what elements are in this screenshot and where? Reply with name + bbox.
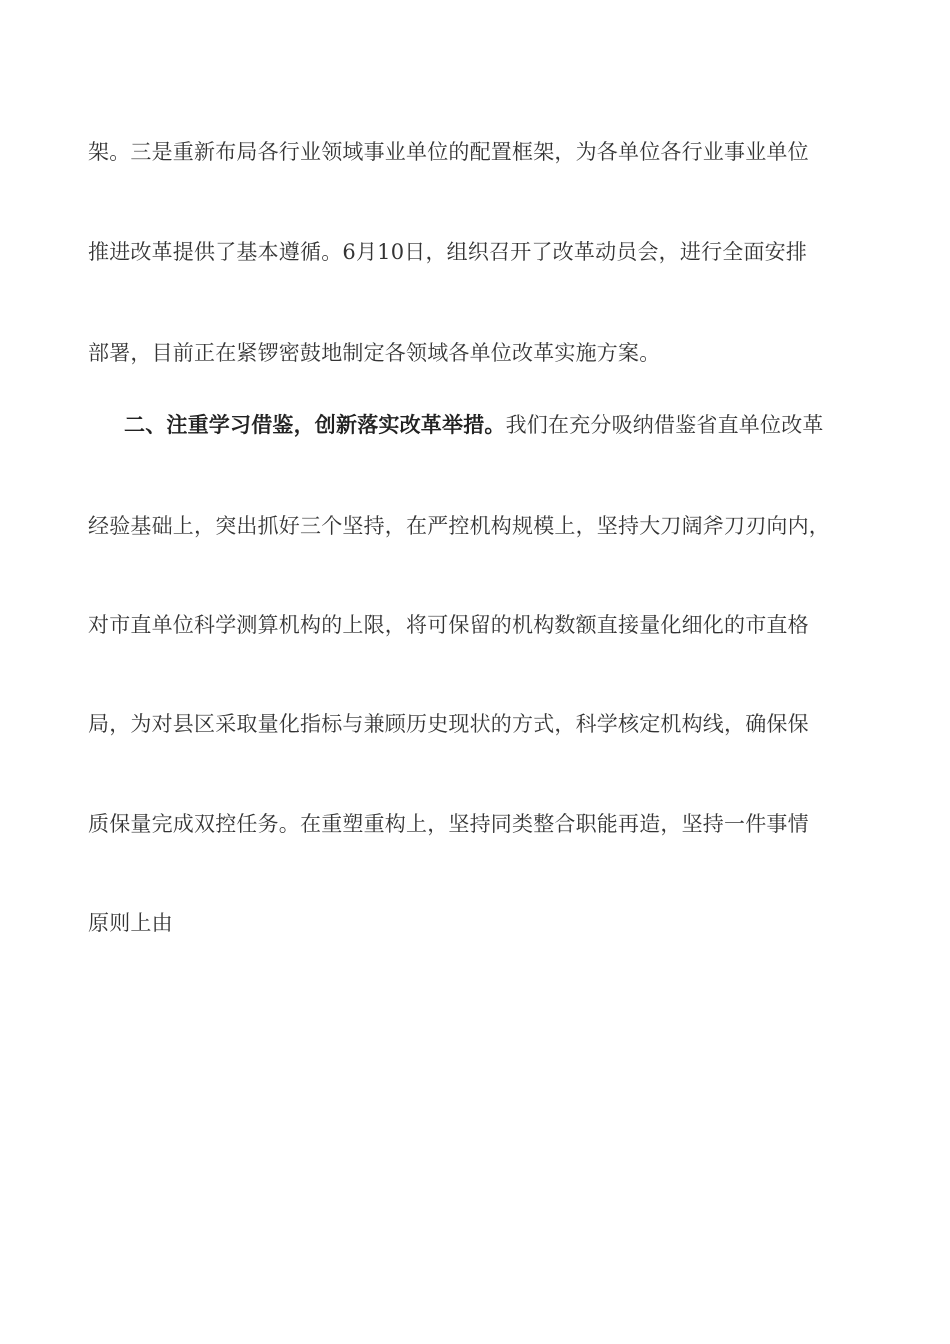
paragraph-line: 架。三是重新布局各行业领域事业单位的配置框架，为各单位各行业事业单位 bbox=[88, 140, 809, 164]
section-heading: 二、注重学习借鉴，创新落实改革举措。 bbox=[124, 412, 506, 437]
paragraph-line: 对市直单位科学测算机构的上限，将可保留的机构数额直接量化细化的市直格 bbox=[88, 613, 809, 637]
paragraph-line: 经验基础上，突出抓好三个坚持，在严控机构规模上，坚持大刀阔斧刀刃向内， bbox=[88, 514, 830, 538]
section-heading-line bbox=[124, 410, 824, 440]
paragraph-line: 质保量完成双控任务。在重塑重构上，坚持同类整合职能再造，坚持一件事情 bbox=[88, 812, 809, 836]
section-heading-continuation: 我们在充分吸纳借鉴省直单位改革 bbox=[505, 413, 824, 437]
paragraph-line: 原则上由 bbox=[88, 911, 173, 935]
paragraph-line: 局，为对县区采取量化指标与兼顾历史现状的方式，科学核定机构线，确保保 bbox=[88, 712, 809, 736]
paragraph-line: 部署，目前正在紧锣密鼓地制定各领域各单位改革实施方案。 bbox=[88, 341, 661, 365]
paragraph-line: 推进改革提供了基本遵循。6月10日，组织召开了改革动员会，进行全面安排 bbox=[88, 240, 808, 264]
